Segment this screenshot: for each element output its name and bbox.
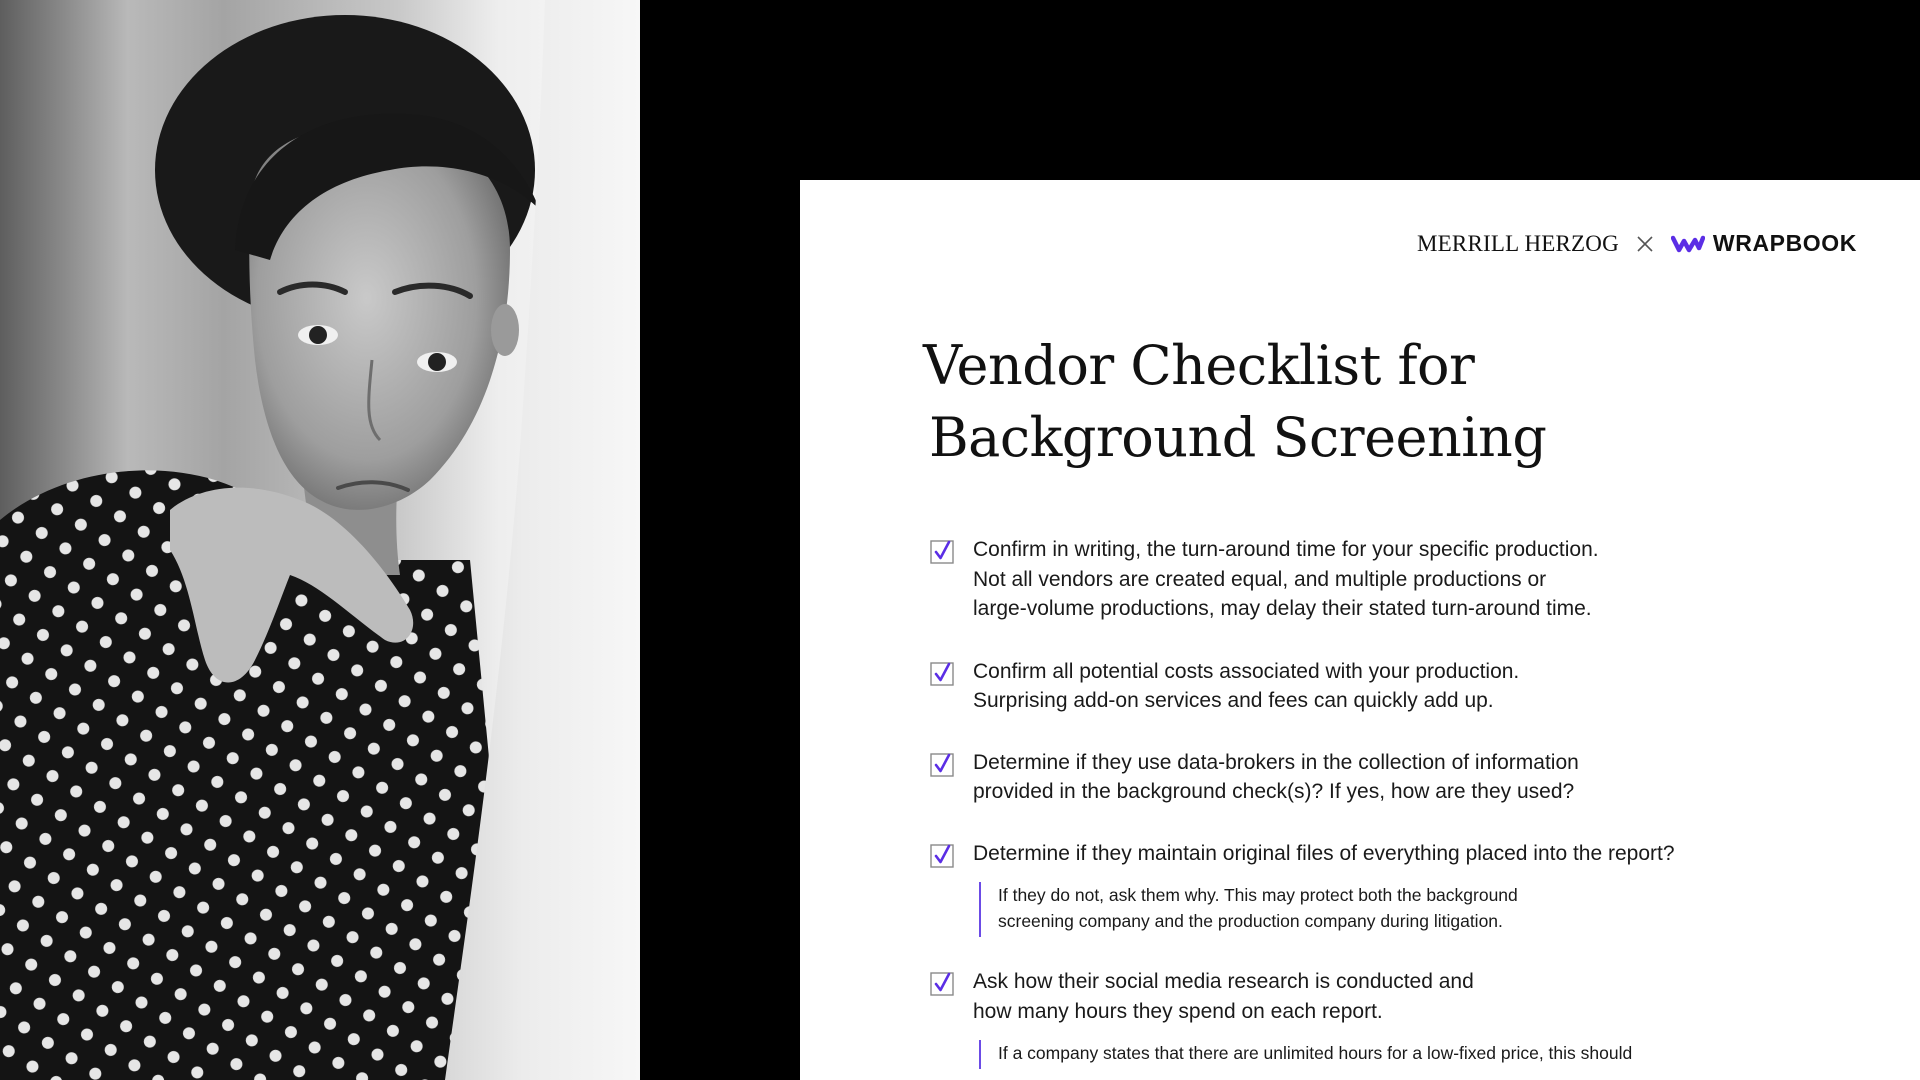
title-line: Vendor Checklist for bbox=[923, 334, 1475, 397]
woman-thinking-photo bbox=[0, 0, 640, 1080]
wrapbook-brand bbox=[1671, 230, 1857, 257]
brand-header bbox=[800, 230, 1857, 257]
item-text bbox=[973, 748, 1830, 807]
checkbox-checked-icon bbox=[930, 662, 954, 686]
item-line: Confirm in writing, the turn-around time for your specific production. bbox=[973, 538, 1599, 561]
checkbox-checked-icon bbox=[930, 972, 954, 996]
item-text bbox=[973, 535, 1830, 624]
item-text bbox=[973, 967, 1830, 1026]
item-note bbox=[979, 882, 1830, 937]
checklist-document bbox=[800, 180, 1920, 1080]
checkbox-checked-icon bbox=[930, 540, 954, 564]
item-line: Determine if they maintain original files of everything placed into the report? bbox=[973, 841, 1675, 865]
item-line: how many hours they spend on each report. bbox=[973, 999, 1383, 1023]
item-line: provided in the background check(s)? If yes, how are they used? bbox=[973, 780, 1575, 803]
item-note bbox=[979, 1040, 1830, 1069]
wrapbook-logo-icon bbox=[1671, 234, 1705, 254]
checkbox-checked-icon bbox=[930, 844, 954, 868]
item-line: Surprising add-on services and fees can quickly add up. bbox=[973, 689, 1494, 712]
checkbox-checked-icon bbox=[930, 753, 954, 777]
item-line: Confirm all potential costs associated with your production. bbox=[973, 659, 1520, 683]
item-line: large-volume productions, may delay their stated turn-around time. bbox=[973, 597, 1592, 620]
page-title bbox=[923, 330, 1546, 474]
item-text bbox=[973, 657, 1830, 716]
brand-name: WRAPBOOK bbox=[1712, 230, 1857, 256]
checklist-item bbox=[930, 535, 1830, 624]
note-line: If a company states that there are unlimited hours for a low-fixed price, this should bbox=[998, 1043, 1633, 1063]
partner-name: MERRILL HERZOG bbox=[1417, 230, 1619, 256]
note-line: screening company and the production company during litigation. bbox=[998, 911, 1503, 931]
item-text bbox=[973, 839, 1830, 869]
item-line: Ask how their social media research is conducted and bbox=[973, 970, 1474, 993]
item-line: Determine if they use data-brokers in the collection of information bbox=[973, 750, 1579, 774]
item-line: Not all vendors are created equal, and multiple productions or bbox=[973, 567, 1547, 591]
checklist-item bbox=[930, 748, 1830, 807]
checklist-item bbox=[930, 657, 1830, 716]
close-x-icon bbox=[1635, 234, 1655, 254]
title-line: Background Screening bbox=[929, 406, 1547, 469]
checklist bbox=[930, 535, 1830, 1069]
note-line: If they do not, ask them why. This may protect both the background bbox=[998, 885, 1518, 905]
checklist-item bbox=[930, 839, 1830, 938]
checklist-item bbox=[930, 967, 1830, 1069]
